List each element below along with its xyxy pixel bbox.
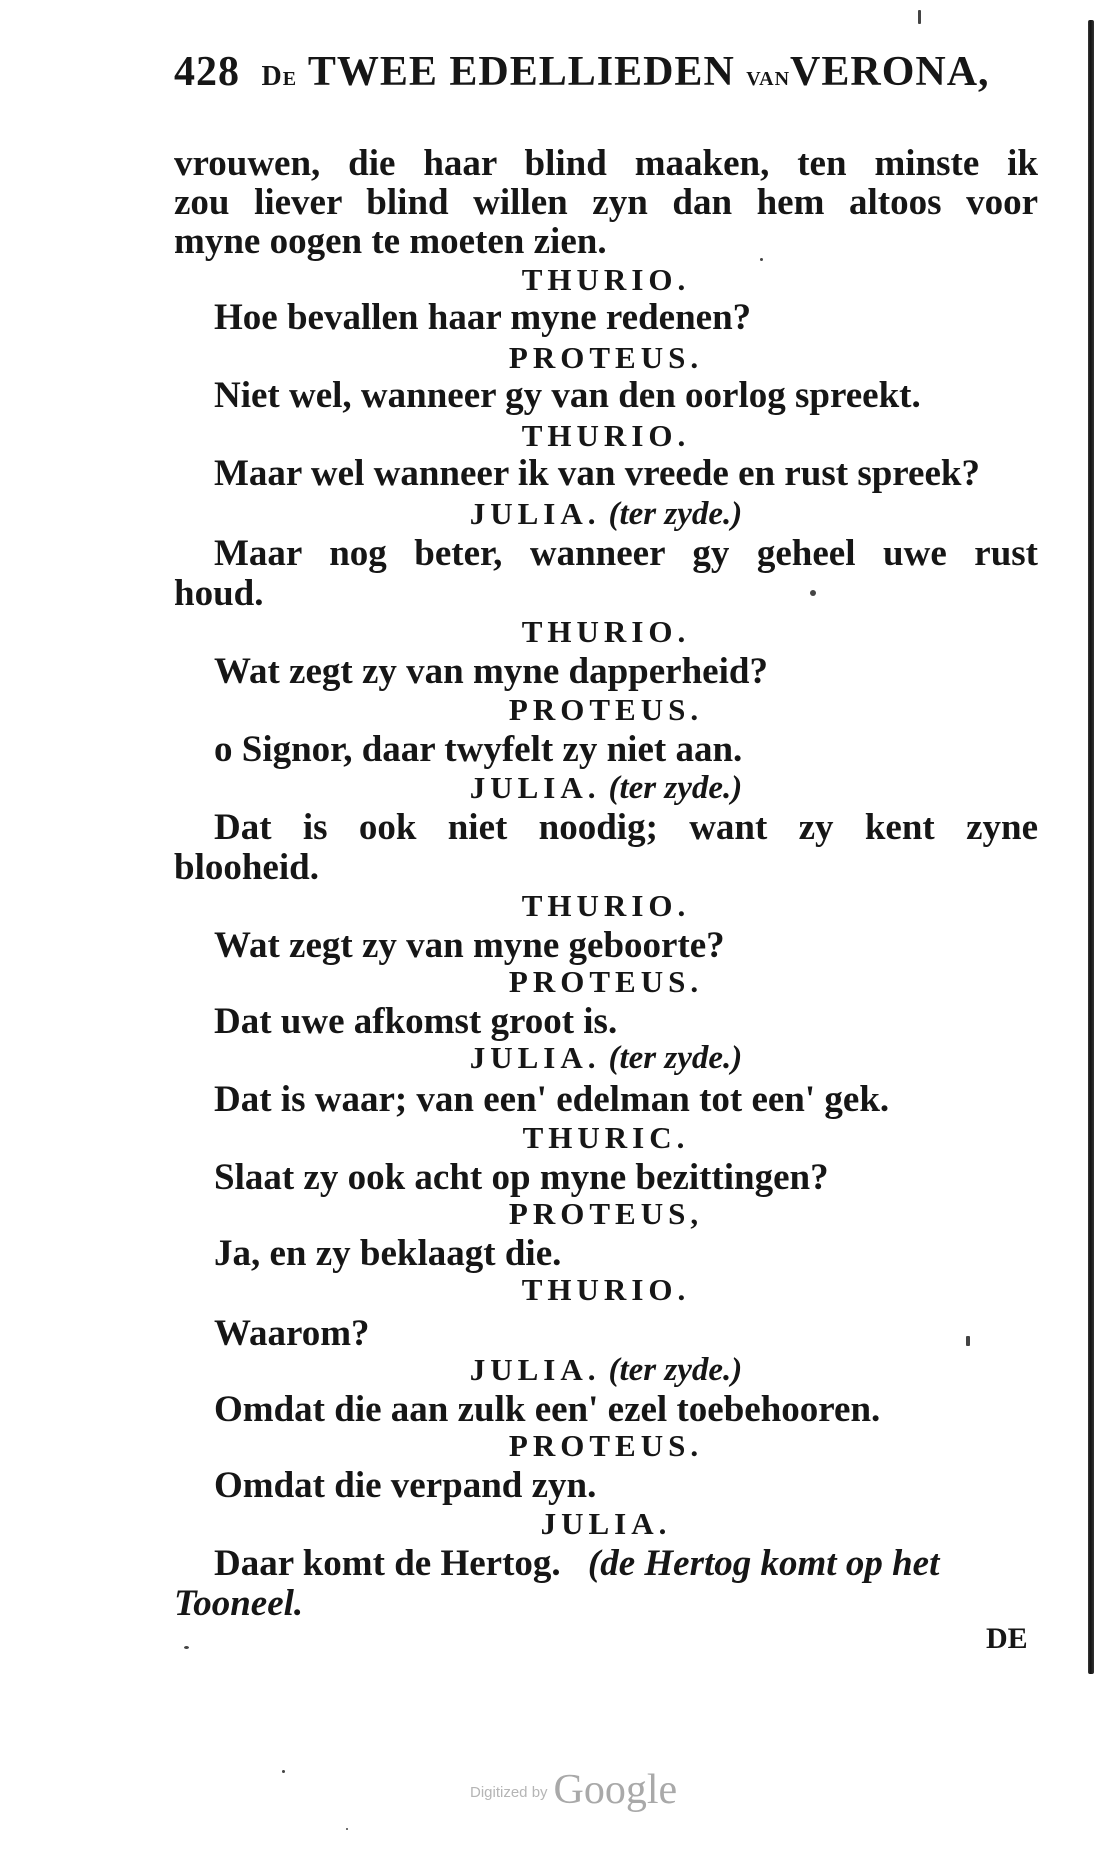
speaker-name: PROTEUS, [508,1196,704,1231]
speaker-name: THURIO. [521,1272,691,1307]
scan-speck [184,1646,189,1649]
aside-direction: (ter zyde.) [608,1352,743,1388]
aside-direction: (ter zyde.) [608,496,743,532]
speaker-name: THURIO. [521,418,691,453]
speaker-name: PROTEUS. [508,692,704,727]
text-line: myne oogen te moeten zien. [174,221,607,262]
text-line: vrouwen, die haar blind maaken, ten minste ik [174,143,1038,184]
speaker-name: THURIO. [521,262,691,297]
speaker-name: JULIA. [469,770,601,805]
google-logo: Google [553,1767,678,1813]
scan-speck [282,1770,285,1773]
stage-direction: (de Hertog komt op het [587,1543,940,1584]
text-line: Omdat die aan zulk een' ezel toebehooren. [214,1389,881,1430]
text-line: Dat is ook niet noodig; want zy kent zyne [214,807,1038,848]
text-line: Daar komt de Hertog. [214,1543,561,1584]
text-line: o Signor, daar twyfelt zy niet aan. [214,729,743,770]
speaker-name: PROTEUS. [508,1428,704,1463]
speaker-name: JULIA. [469,1352,601,1387]
text-line: Hoe bevallen haar myne redenen? [214,297,752,338]
page-edge-rule [1088,20,1094,1674]
scan-speck [346,1828,348,1830]
aside-direction: (ter zyde.) [608,770,743,806]
text-line: Waarom? [214,1313,370,1354]
text-line: zou liever blind willen zyn dan hem altoos voor [174,182,1038,223]
text-line: Niet wel, wanneer gy van den oorlog spreekt. [214,375,921,416]
header-prefix: De [261,61,298,92]
speaker-with-aside [174,770,1038,806]
text-line: Slaat zy ook acht op myne bezittingen? [214,1157,829,1198]
speaker-name: THURIO. [521,614,691,649]
speaker-name: THURIC. [522,1120,690,1155]
scan-speck [760,258,763,261]
scan-speck [966,1336,970,1346]
speaker-with-aside [174,496,1038,532]
scan-speck [810,590,816,596]
speaker-name: THURIO. [521,888,691,923]
header-title-words: TWEE EDELLIEDEN [307,49,735,95]
text-line: Dat uwe afkomst groot is. [214,1001,618,1042]
speaker-name: JULIA. [540,1506,672,1541]
text-line: Omdat die verpand zyn. [214,1465,597,1506]
speaker-with-aside [174,1352,1038,1388]
speaker-name: PROTEUS. [508,340,704,375]
digitized-watermark [470,1766,677,1814]
text-line: Dat is waar; van een' edelman tot een' gek. [214,1079,890,1120]
text-line: houd. [174,573,264,614]
speaker-with-aside [174,1040,1038,1076]
text-line: Maar wel wanneer ik van vreede en rust spreek? [214,453,980,494]
text-line: Wat zegt zy van myne geboorte? [214,925,725,966]
text-line-with-direction [214,1544,939,1584]
catchword: DE [986,1622,1028,1655]
header-title-end: VERONA, [790,49,990,95]
text-line: Ja, en zy beklaagt die. [214,1233,562,1274]
text-line: blooheid. [174,847,319,888]
text-line: Wat zegt zy van myne dapperheid? [214,651,768,692]
page-number: 428 [174,49,240,95]
stage-direction-end: Tooneel. [174,1583,304,1624]
header-van: van [746,61,791,92]
aside-direction: (ter zyde.) [608,1040,743,1076]
digitized-label: Digitized by [470,1784,548,1801]
running-header [174,48,1044,96]
text-line: Maar nog beter, wanneer gy geheel uwe rust [214,533,1038,574]
scan-speck [918,10,921,24]
speaker-name: PROTEUS. [508,964,704,999]
speaker-name: JULIA. [469,496,601,531]
speaker-name: JULIA. [469,1040,601,1075]
